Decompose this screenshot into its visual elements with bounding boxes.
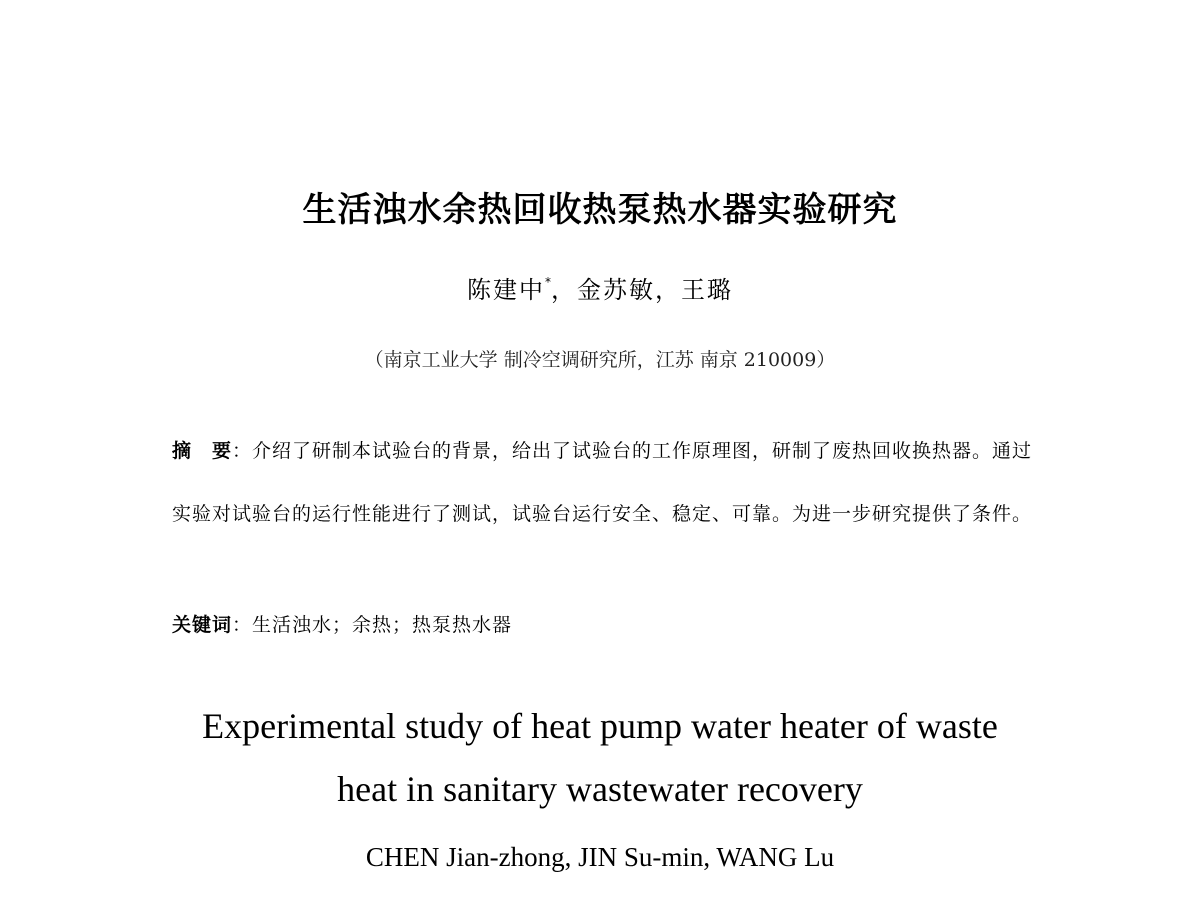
- english-authors: CHEN Jian-zhong, JIN Su-min, WANG Lu: [365, 842, 835, 872]
- english-title-line-1: Experimental study of heat pump water heater of waste: [202, 706, 998, 746]
- other-authors: ，金苏敏，王璐: [551, 276, 733, 304]
- english-title: [0, 695, 1200, 821]
- keywords-separator: ：: [232, 614, 253, 636]
- corresponding-author-mark: *: [545, 275, 551, 289]
- abstract-paragraph: [172, 420, 1042, 546]
- keywords-line: [172, 610, 512, 637]
- chinese-affiliation: （南京工业大学 制冷空调研究所，江苏 南京 210009）: [364, 349, 836, 371]
- abstract-label: 摘 要: [172, 440, 233, 462]
- abstract-separator: ：: [232, 440, 253, 462]
- chinese-authors: [0, 270, 1200, 305]
- keywords-label: 关键词: [172, 614, 233, 636]
- abstract-text: 介绍了研制本试验台的背景，给出了试验台的工作原理图，研制了废热回收换热器。通过实验对试验台的运行性能进行了测试，试验台运行安全、稳定、可靠。为进一步研究提供了条件。: [172, 440, 1033, 525]
- chinese-title: 生活浊水余热回收热泵热水器实验研究: [302, 190, 898, 230]
- first-author-name: 陈建中: [467, 276, 545, 304]
- english-title-line-2: heat in sanitary wastewater recovery: [337, 769, 863, 809]
- keywords-text: 生活浊水；余热；热泵热水器: [252, 614, 513, 636]
